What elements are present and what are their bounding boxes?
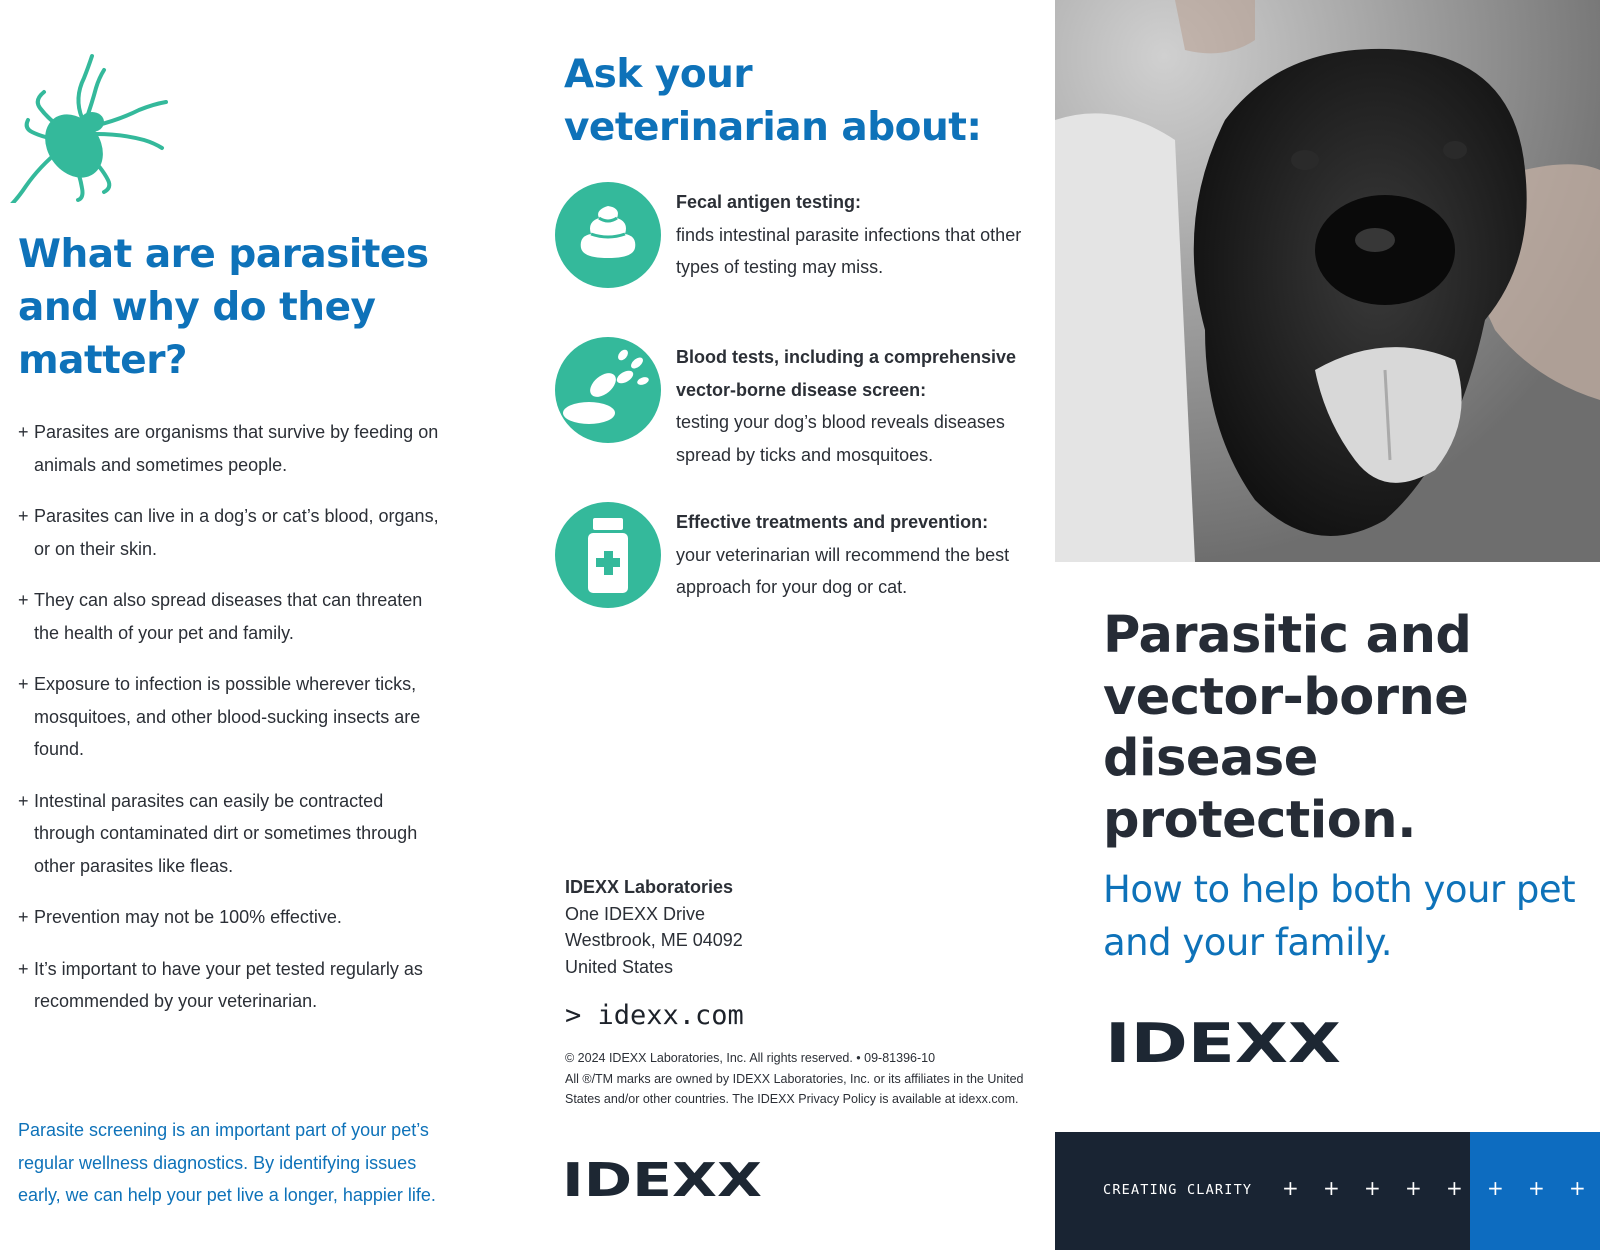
parasite-facts-list [18,416,448,1037]
plus-mark: + [1282,1176,1299,1200]
topic-text [676,341,1036,471]
list-item-text: Exposure to infection is possible wherever ticks, mosquitoes, and other blood-sucking insects are found. [34,674,421,759]
list-item-text: Parasites are organisms that survive by feeding on animals and sometimes people. [34,422,439,475]
left-panel [0,0,530,1250]
list-item [18,785,448,883]
topic-text [676,506,1036,604]
list-item [18,500,448,565]
plus-mark: + [1446,1176,1463,1200]
plus-marker: + [18,506,29,526]
right-panel [1055,0,1600,1250]
list-item-text: They can also spread diseases that can threaten the health of your pet and family. [34,590,423,643]
tick-icon [4,48,169,203]
address-line: Westbrook, ME 04092 [565,930,743,950]
plus-mark: + [1569,1176,1586,1200]
company-name: IDEXX Laboratories [565,877,734,897]
plus-mark: + [1364,1176,1381,1200]
plus-mark: + [1405,1176,1422,1200]
plus-marker: + [18,907,29,927]
topic-title: Effective treatments and prevention: [676,512,989,532]
medicine-bottle-icon [555,502,661,608]
blood-cells-icon [555,337,661,443]
list-item [18,584,448,649]
topic-text [676,186,1036,284]
middle-panel [540,0,1040,1250]
idexx-logo [1105,1018,1345,1068]
list-item [18,953,448,1018]
address-line: United States [565,956,674,977]
tagline: CREATING CLARITY [1103,1182,1253,1198]
plus-marker: + [18,790,29,811]
plus-marker: + [18,674,29,694]
copyright-line: © 2024 IDEXX Laboratories, Inc. All rights reserved. • 09-81396-10 [565,1051,936,1065]
topic-body: your veterinarian will recommend the best approach for your dog or cat. [676,544,1010,597]
plus-mark: + [1528,1176,1545,1200]
topic-title: Blood tests, including a comprehensive vector-borne disease screen: [676,347,1017,400]
plus-marker: + [18,958,29,979]
topic-body: finds intestinal parasite infections that other types of testing may miss. [676,224,1022,277]
list-item-text: Intestinal parasites can easily be contracted through contaminated dirt or sometimes through other parasites like fleas. [34,790,418,876]
plus-mark: + [1487,1176,1504,1200]
list-item-text: Parasites can live in a dog’s or cat’s blood, organs, or on their skin. [34,506,439,559]
list-item [18,668,448,766]
fecal-sample-icon [555,182,661,288]
list-item [18,901,448,934]
topic-title: Fecal antigen testing: [676,192,862,212]
plus-marker: + [18,590,29,610]
company-address [565,874,743,980]
svg-text:IDEXX: IDEXX [562,1158,762,1202]
plus-marker: + [18,422,29,442]
footer-bar [1055,1132,1600,1250]
svg-text:IDEXX: IDEXX [1105,1018,1341,1068]
trademark-line: All ®/TM marks are owned by IDEXX Laboratories, Inc. or its affiliates in the United States and/or other countries. The IDEXX Privacy Policy is available at idexx.com. [565,1071,1024,1106]
ask-vet-heading: Ask your veterinarian about: [564,52,982,150]
parasites-heading: What are parasites and why do they matter? [18,232,429,383]
topic-body: testing your dog’s blood reveals diseases spread by ticks and mosquitoes. [676,412,1005,465]
screening-note: Parasite screening is an important part of your pet’s regular wellness diagnostics. By identifying issues early, we can help your pet live a longer, happier life. [18,1120,436,1205]
address-line: One IDEXX Drive [565,903,706,924]
plus-mark: + [1323,1176,1340,1200]
idexx-logo [562,1158,767,1202]
list-item-text: It’s important to have your pet tested regularly as recommended by your veterinarian. [34,958,423,1011]
website-link[interactable]: > idexx.com [565,1000,744,1031]
legal-text [565,1048,1035,1110]
brochure-subtitle: How to help both your pet and your family. [1103,868,1576,964]
list-item-text: Prevention may not be 100% effective. [34,907,342,927]
list-item [18,416,448,481]
brochure-title: Parasitic and vector-borne disease protection. [1103,606,1472,850]
dog-photo [1055,0,1600,562]
